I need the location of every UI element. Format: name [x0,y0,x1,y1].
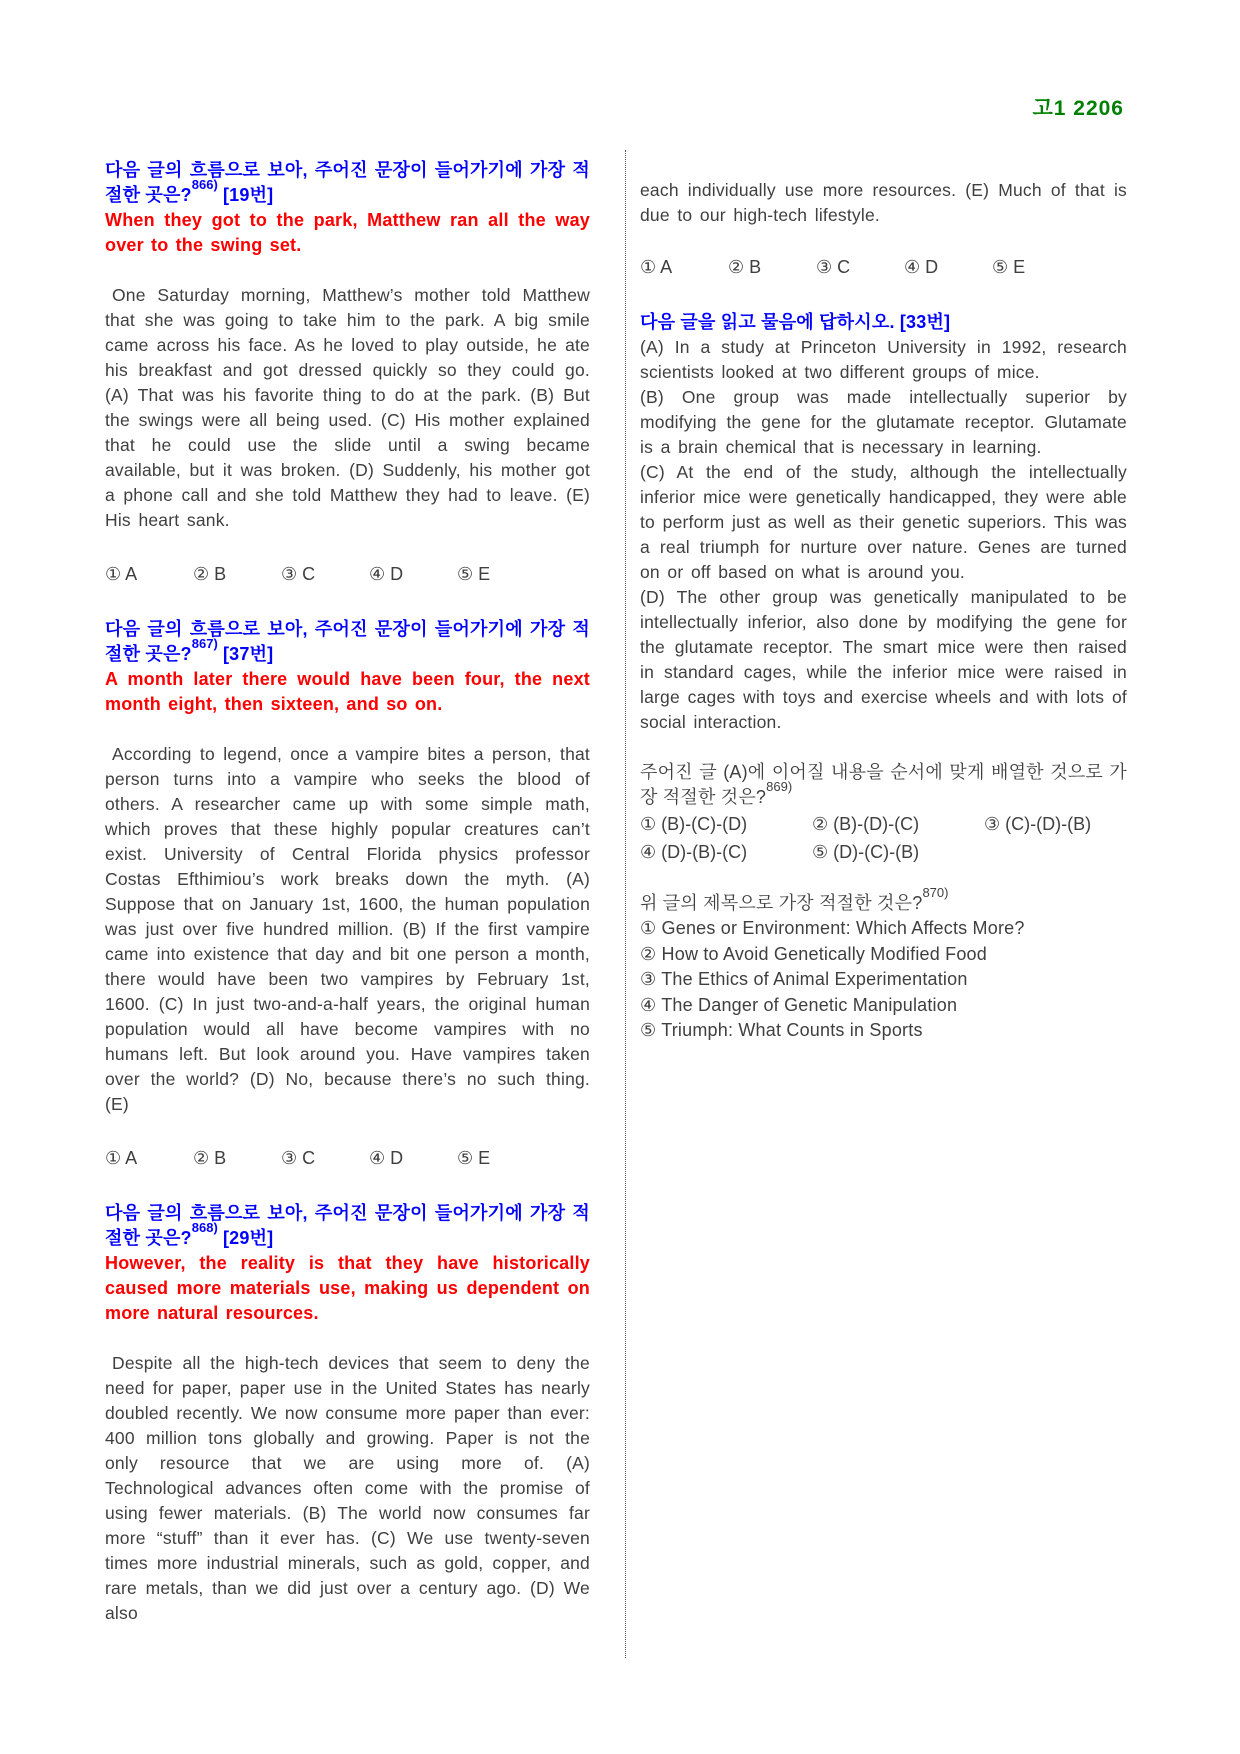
footnote-number: 870) [922,885,949,900]
passage-continuation-text: each individually use more resources. (E) Much of that is due to our high-tech lifestyle. [640,180,1127,225]
choice-option: ② B [728,257,762,277]
passage-text: Despite all the high-tech devices that seem to deny the need for paper, paper use in the United States has nearly doubled recently. We now consume more paper than ever: 400 million tons globally and growing. Paper is not the only resource that we are using more of. (A) Technological advances often come with the promise of using fewer materials. (B) The world now consumes far more “stuff” than it ever has. (C) We use twenty-seven times more industrial minerals, such as gold, copper, and rare metals, than we did just over a century ago. (D) We also [105,1353,590,1623]
question-number-label: [19번] [217,185,274,205]
question-heading [105,158,590,208]
question-heading-text: 다음 글의 흐름으로 보아, 주어진 문장이 들어가기에 가장 적절한 곳은? [105,160,590,205]
question-heading-text: 다음 글의 흐름으로 보아, 주어진 문장이 들어가기에 가장 적절한 곳은? [105,1203,590,1248]
choice-option: ② B [193,564,227,584]
answer-choices-row [105,1146,590,1171]
passage-text [640,335,1127,735]
order-option: ② (B)-(D)-(C) [812,814,920,834]
choice-option: ④ D [904,257,939,277]
footnote-number: 867) [191,636,218,651]
order-option: ⑤ (D)-(C)-(B) [812,842,920,862]
title-option: ③ The Ethics of Animal Experimentation [640,969,968,989]
passage-paragraph-d: (D) The other group was genetically manipulated to be intellectually inferior, also done by modifying the gene for the glutamate receptor. The smart mice were then raised in standard cages, while the inferior mice were raised in large cages with toys and exercise wheels and with lots of social interaction. [640,587,1127,732]
order-options-row-1 [640,810,1127,838]
question-heading [105,1201,590,1251]
question-block-33 [640,310,1127,1044]
sub-question-title [640,885,1127,916]
passage-paragraph-b: (B) One group was made intellectually superior by modifying the gene for the glutamate receptor. Glutamate is a brain chemical that is necessary in learning. [640,387,1127,457]
question-heading [105,617,590,667]
question-number-label: [37번] [217,644,274,664]
footnote-number: 866) [191,177,218,192]
given-sentence: When they got to the park, Matthew ran all the way over to the swing set. [105,210,590,255]
sub-question-text: 주어진 글 (A)에 이어질 내용을 순서에 맞게 배열한 것으로 가장 적절한 것은? [640,762,1127,807]
given-sentence: A month later there would have been four, the next month eight, then sixteen, and so on. [105,669,590,714]
question-block-37 [105,617,590,1171]
right-column [640,158,1127,1044]
sub-question-text: 위 글의 제목으로 가장 적절한 것은? [640,893,923,913]
choice-option: ① A [105,1148,138,1168]
passage-text: One Saturday morning, Matthew’s mother told Matthew that she was going to take him to the park. A big smile came across his face. As he loved to play outside, he ate his breakfast and got dressed quickly so they could go. (A) That was his favorite thing to do at the park. (B) But the swings were all being used. (C) His mother explained that he could use the slide until a swing became available, but it was broken. (D) Suddenly, his mother got a phone call and she told Matthew they had to leave. (E) His heart sank. [105,285,590,530]
title-option: ② How to Avoid Genetically Modified Food [640,943,987,964]
order-option: ④ (D)-(B)-(C) [640,842,748,862]
page-code: 고1 2206 [1032,97,1124,120]
passage-paragraph-c: (C) At the end of the study, although the intellectually inferior mice were genetically handicapped, they were able to perform just as well as their genetic superiors. This was a real triumph for nurture over nature. Genes are turned on or off based on what is around you. [640,462,1127,582]
choice-option: ③ C [281,564,316,584]
choice-option: ⑤ E [992,257,1026,277]
answer-choices-row [640,255,1127,280]
footnote-number: 869) [766,779,793,794]
passage-paragraph-a: (A) In a study at Princeton University in 1992, research scientists looked at two different groups of mice. [640,337,1127,382]
choice-option: ② B [193,1148,227,1168]
choice-option: ④ D [369,1148,404,1168]
order-option: ① (B)-(C)-(D) [640,814,748,834]
title-options-list [640,916,1127,1044]
choice-option: ⑤ E [457,564,491,584]
question-heading-text: 다음 글의 흐름으로 보아, 주어진 문장이 들어가기에 가장 적절한 곳은? [105,619,590,664]
given-sentence: However, the reality is that they have historically caused more materials use, making us dependent on more natural resources. [105,1253,590,1323]
question-block-19 [105,158,590,587]
title-option: ⑤ Triumph: What Counts in Sports [640,1020,923,1040]
sub-question-order [640,760,1127,810]
choice-option: ③ C [816,257,851,277]
passage-text: According to legend, once a vampire bites a person, that person turns into a vampire who seeks the blood of others. A researcher came up with some simple math, which proves that these highly popular creatures can’t exist. University of Central Florida physics professor Costas Efthimiou’s work breaks down the myth. (A) Suppose that on January 1st, 1600, the human population was just over five hundred million. (B) If the first vampire came into existence that day and bit one person a month, there would have been two vampires by February 1st, 1600. (C) In just two-and-a-half years, the original human population would all have become vampires with no humans left. But look around you. Have vampires taken over the world? (D) No, because there’s no such thing. (E) [105,744,590,1114]
choice-option: ⑤ E [457,1148,491,1168]
question-heading: 다음 글을 읽고 물음에 답하시오. [33번] [640,312,951,332]
answer-choices-row [105,562,590,587]
choice-option: ① A [640,257,673,277]
title-option: ① Genes or Environment: Which Affects More? [640,918,1025,938]
question-number-label: [29번] [217,1228,274,1248]
order-option: ③ (C)-(D)-(B) [984,814,1092,834]
left-column [105,158,590,1626]
choice-option: ④ D [369,564,404,584]
title-option: ④ The Danger of Genetic Manipulation [640,994,958,1015]
footnote-number: 868) [191,1220,218,1235]
question-block-29 [105,1201,590,1626]
choice-option: ① A [105,564,138,584]
column-divider [625,150,626,1658]
order-options-row-2 [640,838,1127,866]
choice-option: ③ C [281,1148,316,1168]
